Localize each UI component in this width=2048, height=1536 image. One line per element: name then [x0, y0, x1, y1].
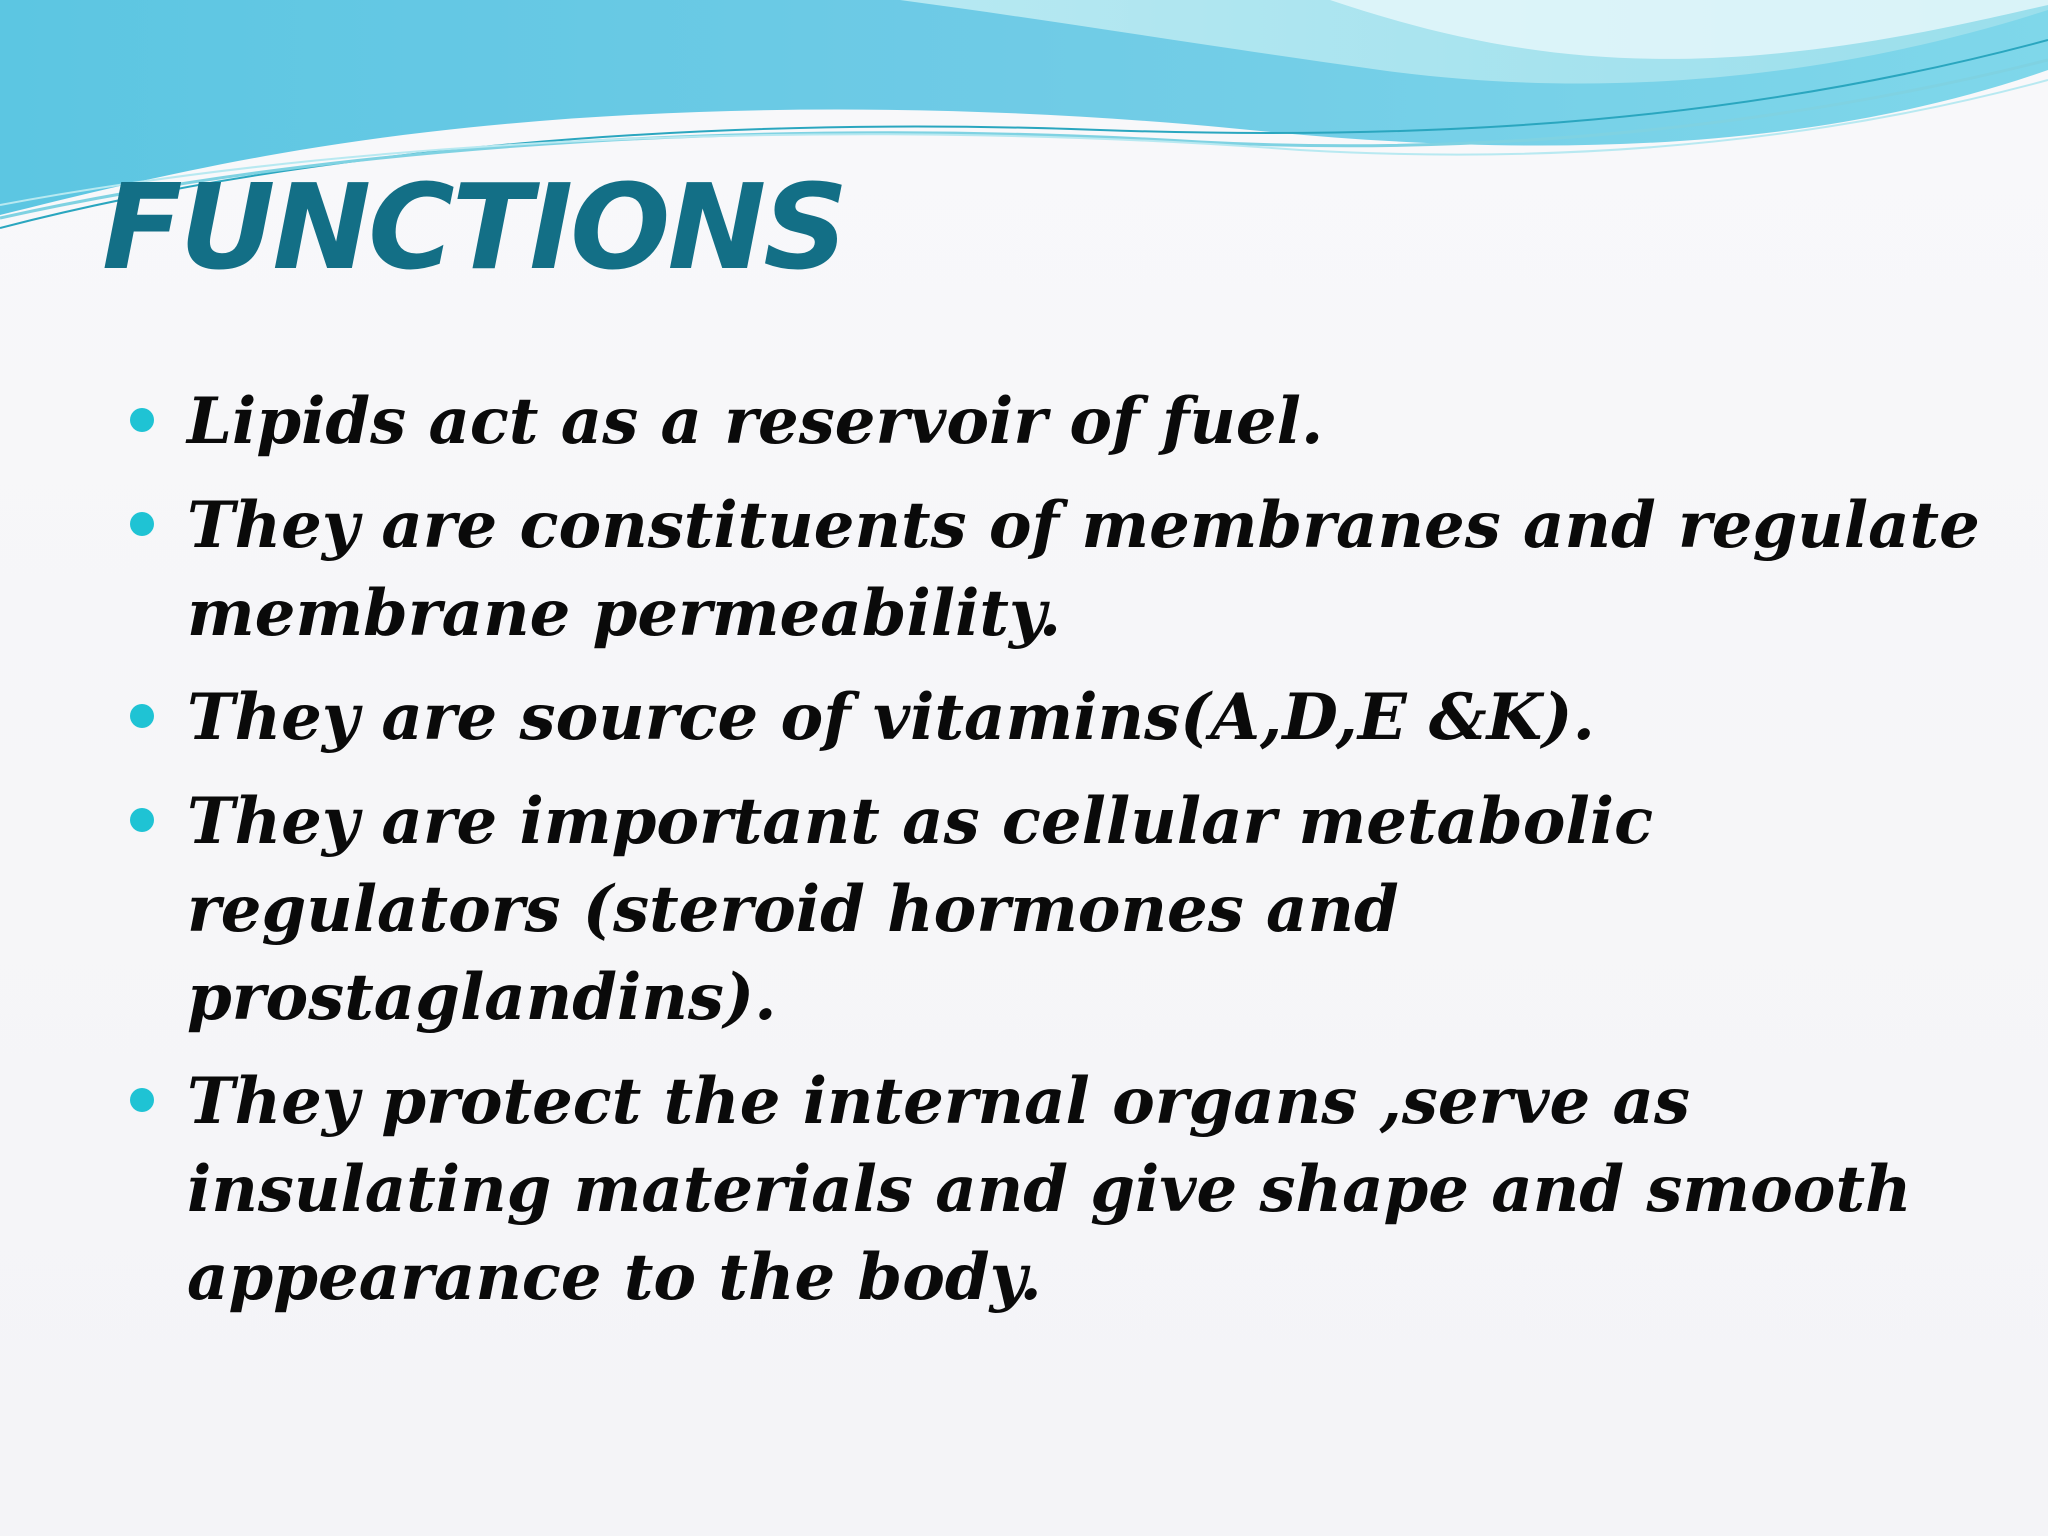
bullet-text: They protect the internal organs ,serve as insulating materials and give shape and smooth appearance to the body.	[187, 1064, 1912, 1315]
bullet-item	[130, 378, 1990, 466]
bullet-dot-icon	[130, 808, 154, 832]
bullet-dot-icon	[130, 408, 154, 432]
bullet-item	[130, 674, 1990, 762]
slide-title: FUNCTIONS	[102, 158, 846, 296]
bullet-item	[130, 482, 1990, 658]
bullet-dot-icon	[130, 704, 154, 728]
bullet-dot-icon	[130, 1088, 154, 1112]
bullet-dot-icon	[130, 512, 154, 536]
bullet-item	[130, 1058, 1990, 1322]
bullet-item	[130, 778, 1990, 1042]
bullet-text: Lipids act as a reservoir of fuel.	[187, 384, 1324, 459]
bullet-text: They are source of vitamins(A,D,E &K).	[187, 680, 1595, 755]
bullet-text: They are important as cellular metabolic regulators (steroid hormones and prostaglandins).	[187, 784, 1654, 1035]
bullet-text: They are constituents of membranes and regulate membrane permeability.	[187, 488, 1980, 651]
bullet-list	[130, 378, 1990, 1338]
